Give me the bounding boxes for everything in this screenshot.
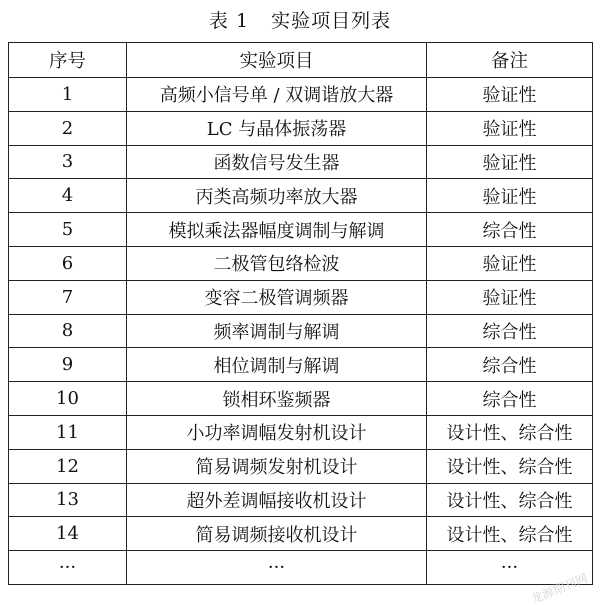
- row-remark: 设计性、综合性: [427, 517, 593, 551]
- row-index: 9: [9, 348, 127, 382]
- table-row: [9, 111, 593, 145]
- row-remark: 验证性: [427, 179, 593, 213]
- row-index: 8: [9, 314, 127, 348]
- row-project: 函数信号发生器: [127, 145, 427, 179]
- watermark: 龙源期刊网: [528, 571, 590, 607]
- table-row: [9, 314, 593, 348]
- table-row: [9, 145, 593, 179]
- row-remark: 验证性: [427, 145, 593, 179]
- row-index: 4: [9, 179, 127, 213]
- row-index: ···: [9, 551, 127, 585]
- row-index: 14: [9, 517, 127, 551]
- table-row: [9, 179, 593, 213]
- experiment-table: [8, 42, 593, 585]
- row-project: 小功率调幅发射机设计: [127, 415, 427, 449]
- row-remark: 设计性、综合性: [427, 449, 593, 483]
- row-index: 7: [9, 280, 127, 314]
- row-project: 简易调频接收机设计: [127, 517, 427, 551]
- row-project: 模拟乘法器幅度调制与解调: [127, 213, 427, 247]
- row-project: 变容二极管调频器: [127, 280, 427, 314]
- row-remark: 综合性: [427, 382, 593, 416]
- row-index: 13: [9, 483, 127, 517]
- row-remark: 验证性: [427, 111, 593, 145]
- table-row-ellipsis: [9, 551, 593, 585]
- table-title: 实验项目列表: [271, 10, 392, 32]
- table-row: [9, 78, 593, 112]
- table-caption: [0, 6, 600, 33]
- row-index: 3: [9, 145, 127, 179]
- header-row: [9, 43, 593, 78]
- header-project: 实验项目: [127, 43, 427, 78]
- row-remark: 验证性: [427, 78, 593, 112]
- row-index: 1: [9, 78, 127, 112]
- row-remark: 验证性: [427, 280, 593, 314]
- row-project: 频率调制与解调: [127, 314, 427, 348]
- row-index: 12: [9, 449, 127, 483]
- row-remark: 综合性: [427, 213, 593, 247]
- row-index: 11: [9, 415, 127, 449]
- row-remark: 设计性、综合性: [427, 483, 593, 517]
- table-row: [9, 483, 593, 517]
- row-remark: 综合性: [427, 348, 593, 382]
- row-project: 锁相环鉴频器: [127, 382, 427, 416]
- row-remark: 综合性: [427, 314, 593, 348]
- table-row: [9, 246, 593, 280]
- table-row: [9, 280, 593, 314]
- row-index: 5: [9, 213, 127, 247]
- table-row: [9, 449, 593, 483]
- table-row: [9, 213, 593, 247]
- header-remark: 备注: [427, 43, 593, 78]
- table-number: 表 1: [208, 10, 250, 32]
- row-project: LC 与晶体振荡器: [127, 111, 427, 145]
- row-remark: ···: [427, 551, 593, 585]
- row-remark: 验证性: [427, 246, 593, 280]
- table-row: [9, 415, 593, 449]
- table-row: [9, 382, 593, 416]
- table-row: [9, 517, 593, 551]
- row-project: 相位调制与解调: [127, 348, 427, 382]
- row-project: 丙类高频功率放大器: [127, 179, 427, 213]
- header-index: 序号: [9, 43, 127, 78]
- table-row: [9, 348, 593, 382]
- row-project: 高频小信号单 / 双调谐放大器: [127, 78, 427, 112]
- row-project: ···: [127, 551, 427, 585]
- row-project: 超外差调幅接收机设计: [127, 483, 427, 517]
- row-index: 6: [9, 246, 127, 280]
- row-project: 二极管包络检波: [127, 246, 427, 280]
- row-remark: 设计性、综合性: [427, 415, 593, 449]
- row-project: 简易调频发射机设计: [127, 449, 427, 483]
- row-index: 2: [9, 111, 127, 145]
- row-index: 10: [9, 382, 127, 416]
